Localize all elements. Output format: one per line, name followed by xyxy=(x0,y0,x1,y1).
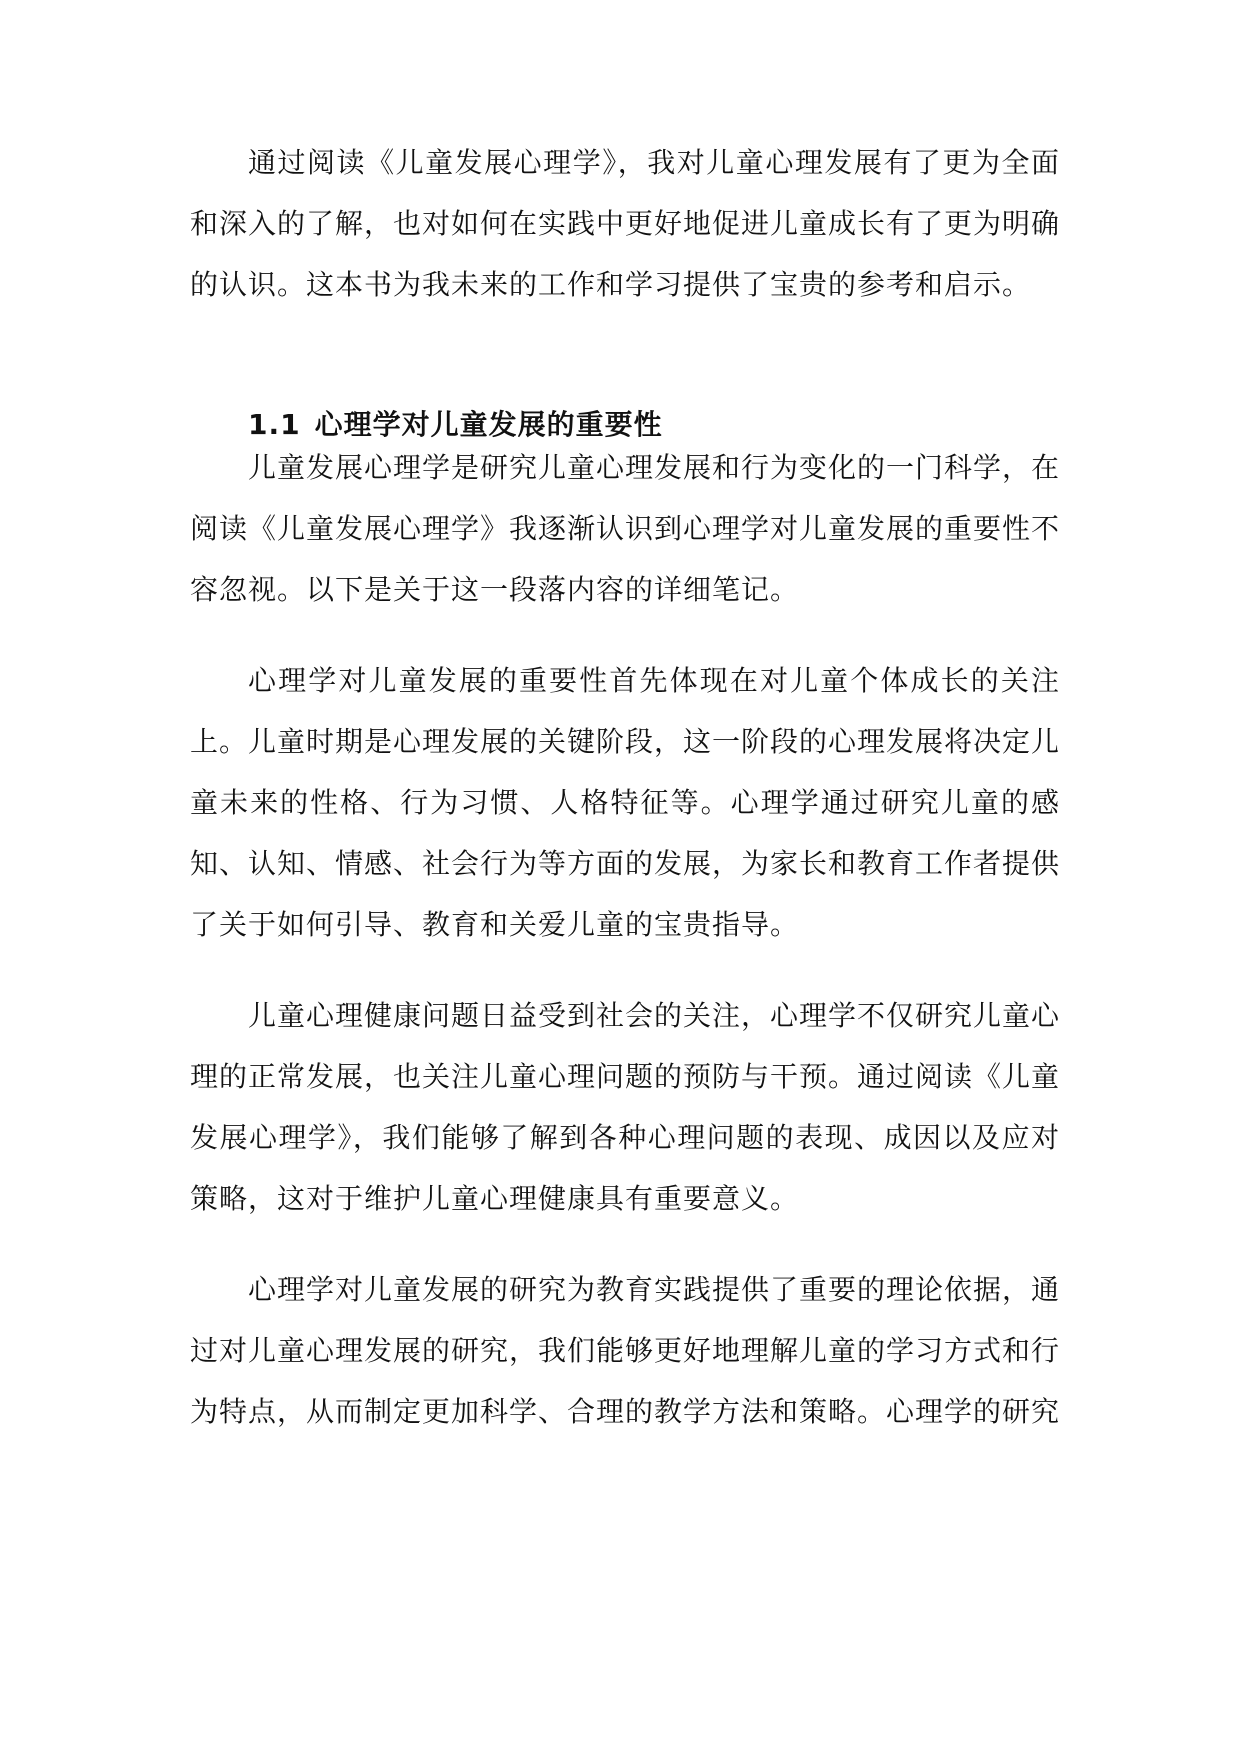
section-title: 心理学对儿童发展的重要性 xyxy=(314,408,663,441)
paragraph-definition: 儿童发展心理学是研究儿童心理发展和行为变化的一门科学，在阅读《儿童发展心理学》我逐渐认识到心理学对儿童发展的重要性不容忽视。以下是关于这一段落内容的详细笔记。 xyxy=(190,451,1061,606)
paragraph-intro-summary: 通过阅读《儿童发展心理学》，我对儿童心理发展有了更为全面和深入的了解，也对如何在实践中更好地促进儿童成长有了更为明确的认识。这本书为我未来的工作和学习提供了宝贵的参考和启示。 xyxy=(190,146,1061,301)
paragraph-mental-health: 儿童心理健康问题日益受到社会的关注，心理学不仅研究儿童心理的正常发展，也关注儿童心理问题的预防与干预。通过阅读《儿童发展心理学》，我们能够了解到各种心理问题的表现、成因以及应对策略，这对于维护儿童心理健康具有重要意义。 xyxy=(190,999,1061,1215)
section-number: 1.1 xyxy=(248,408,301,441)
paragraph-individual-growth: 心理学对儿童发展的重要性首先体现在对儿童个体成长的关注上。儿童时期是心理发展的关键阶段，这一阶段的心理发展将决定儿童未来的性格、行为习惯、人格特征等。心理学通过研究儿童的感知、认知、情感、社会行为等方面的发展，为家长和教育工作者提供了关于如何引导、教育和关爱儿童的宝贵指导。 xyxy=(190,664,1061,941)
paragraph-education-practice: 心理学对儿童发展的研究为教育实践提供了重要的理论依据，通过对儿童心理发展的研究，我们能够更好地理解儿童的学习方式和行为特点，从而制定更加科学、合理的教学方法和策略。心理学的研究 xyxy=(190,1273,1061,1428)
